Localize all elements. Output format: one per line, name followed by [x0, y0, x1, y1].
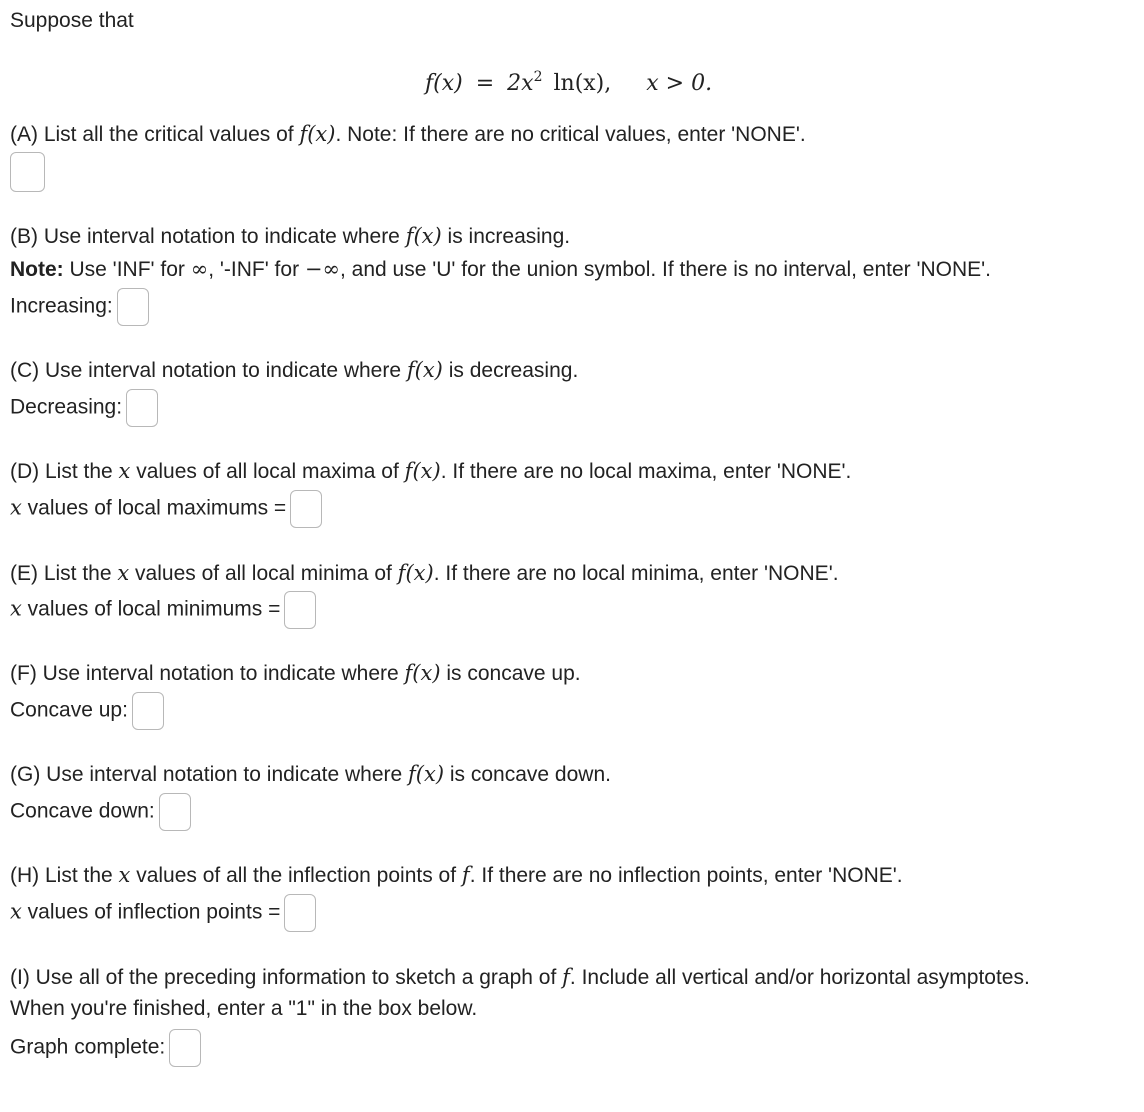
inflection-row: [10, 894, 316, 932]
part-b-question: [10, 222, 570, 251]
part-a-fx: f(x): [299, 122, 336, 146]
eq-coef: [507, 71, 542, 96]
infinity-symbol: ∞: [190, 257, 209, 281]
eq-coef-text: 2x: [507, 71, 534, 96]
part-g-prefix: (G) Use interval notation to indicate where: [10, 763, 409, 786]
local-min-input[interactable]: [284, 591, 316, 629]
concave-up-label: Concave up:: [10, 698, 128, 722]
concave-up-row: [10, 692, 164, 730]
note-text-3: , and use 'U' for the union symbol. If there is no interval, enter 'NONE'.: [340, 258, 992, 281]
local-max-x: x: [10, 495, 22, 520]
graph-complete-label: Graph complete:: [10, 1035, 166, 1059]
local-min-x: x: [10, 596, 22, 621]
part-f-suffix: is concave up.: [440, 662, 581, 685]
part-c-fx: f(x): [406, 358, 443, 382]
part-d-fx: f(x): [404, 459, 441, 483]
part-a-question: [10, 120, 806, 149]
part-e-fx: f(x): [397, 561, 434, 585]
part-g-suffix: is concave down.: [444, 763, 611, 786]
part-c-suffix: is decreasing.: [442, 359, 579, 382]
graph-complete-row: [10, 1029, 201, 1067]
part-e-prefix: (E) List the: [10, 562, 118, 585]
part-h-question: [10, 861, 903, 890]
increasing-input[interactable]: [117, 288, 149, 326]
critical-values-input[interactable]: [10, 152, 45, 192]
part-a-prefix: (A) List all the critical values of: [10, 123, 300, 146]
decreasing-row: [10, 389, 158, 427]
decreasing-label: Decreasing:: [10, 395, 123, 419]
part-h-middle: values of all the inflection points of: [130, 864, 462, 887]
part-a-answer-row: [10, 152, 45, 192]
part-a-suffix: . Note: If there are no critical values, enter 'NONE'.: [335, 123, 806, 146]
part-d-suffix: . If there are no local maxima, enter 'NONE'.: [440, 460, 852, 483]
local-max-input[interactable]: [290, 490, 322, 528]
increasing-row: [10, 288, 149, 326]
part-g-question: [10, 760, 611, 789]
part-b-suffix: is increasing.: [441, 225, 571, 248]
part-e-middle: values of all local minima of: [129, 562, 398, 585]
part-c-prefix: (C) Use interval notation to indicate where: [10, 359, 407, 382]
part-d-question: [10, 457, 851, 486]
part-i-instruction: When you're finished, enter a "1" in the box below.: [10, 997, 478, 1020]
inflection-label: values of inflection points =: [21, 900, 281, 924]
eq-ln: ln(x),: [553, 71, 612, 96]
inflection-x: x: [10, 899, 22, 924]
inflection-input[interactable]: [284, 894, 316, 932]
part-b-fx: f(x): [405, 224, 442, 248]
increasing-label: Increasing:: [10, 294, 113, 318]
part-h-prefix: (H) List the: [10, 864, 119, 887]
note-label: Note:: [10, 258, 64, 281]
part-i-question: [10, 963, 1030, 992]
concave-down-row: [10, 793, 191, 831]
note-text-1: Use 'INF' for: [63, 258, 191, 281]
decreasing-input[interactable]: [126, 389, 158, 427]
function-equation: [425, 60, 712, 101]
part-i-prefix: (I) Use all of the preceding information to sketch a graph of: [10, 966, 563, 989]
eq-lhs: f(x): [425, 71, 463, 96]
eq-exponent: 2: [533, 69, 543, 85]
part-d-middle: values of all local maxima of: [130, 460, 405, 483]
intro-text: Suppose that: [10, 9, 134, 32]
note-text-2: , '-INF' for: [208, 258, 305, 281]
part-i-f: f: [562, 965, 570, 989]
part-e-suffix: . If there are no local minima, enter 'NONE'.: [433, 562, 839, 585]
part-e-x: x: [117, 561, 130, 585]
part-e-question: [10, 559, 839, 588]
part-b-prefix: (B) Use interval notation to indicate where: [10, 225, 406, 248]
part-h-x: x: [118, 863, 131, 887]
local-min-row: [10, 591, 316, 629]
concave-down-input[interactable]: [159, 793, 191, 831]
part-f-question: [10, 659, 581, 688]
concave-down-label: Concave down:: [10, 799, 155, 823]
part-h-suffix: . If there are no inflection points, enter 'NONE'.: [469, 864, 903, 887]
part-i-suffix: . Include all vertical and/or horizontal asymptotes.: [569, 966, 1030, 989]
neg-infinity-symbol: −∞: [304, 257, 340, 281]
graph-complete-input[interactable]: [169, 1029, 201, 1067]
concave-up-input[interactable]: [132, 692, 164, 730]
local-min-label: values of local minimums =: [21, 597, 281, 621]
part-d-x: x: [118, 459, 131, 483]
part-h-f: f: [461, 863, 470, 887]
eq-domain: x > 0.: [646, 71, 713, 96]
part-d-prefix: (D) List the: [10, 460, 119, 483]
local-max-row: [10, 490, 322, 528]
part-f-fx: f(x): [404, 661, 441, 685]
eq-equals: =: [475, 71, 495, 96]
part-f-prefix: (F) Use interval notation to indicate where: [10, 662, 405, 685]
local-max-label: values of local maximums =: [21, 496, 287, 520]
part-g-fx: f(x): [408, 762, 445, 786]
part-b-note: [10, 255, 991, 284]
part-c-question: [10, 356, 578, 385]
